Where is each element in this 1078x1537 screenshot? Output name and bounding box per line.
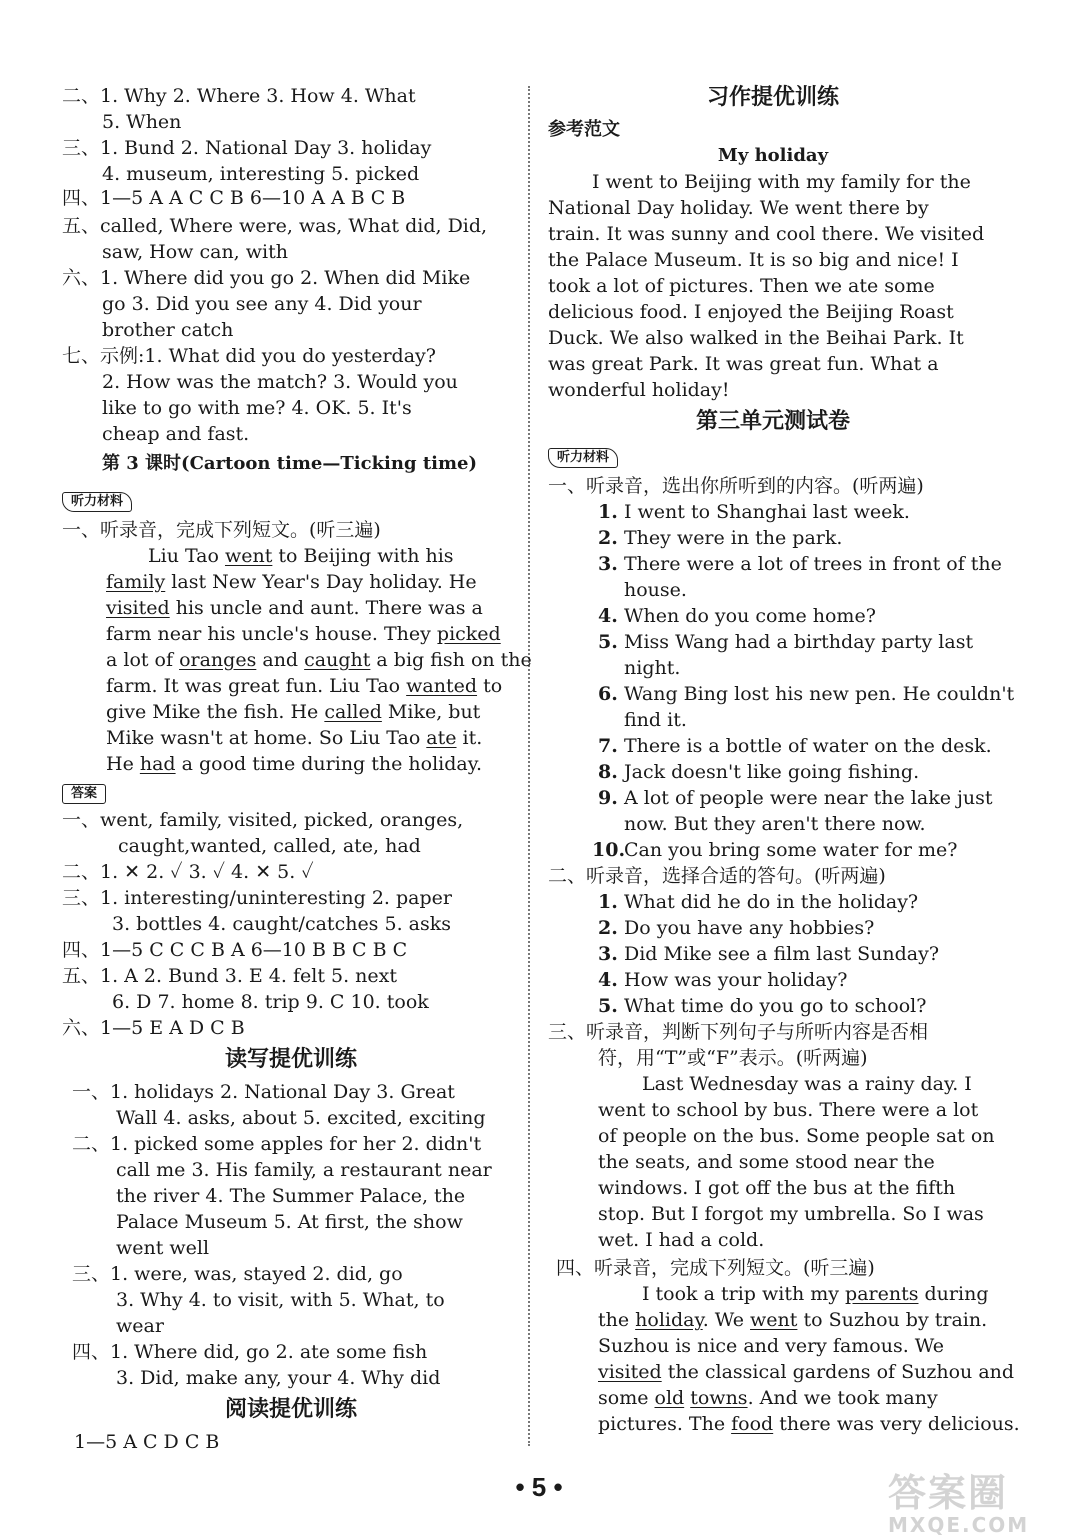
answer-line: 3. Why 4. to visit, with 5. What, to	[116, 1289, 445, 1311]
text-run: farm. It was great fun. Liu Tao	[106, 675, 407, 697]
text-run: the classical gardens of Suzhou and	[661, 1361, 1015, 1383]
answer-line: 五、1. A 2. Bund 3. E 4. felt 5. next	[62, 965, 398, 987]
filled-blank: food	[731, 1413, 774, 1435]
item-text: How was your holiday?	[624, 969, 848, 991]
passage-line	[642, 1282, 988, 1306]
passage-line	[106, 596, 483, 620]
watermark-logo	[888, 1462, 1064, 1537]
item-number: 2.	[598, 917, 618, 939]
answer-line: 四、1—5 C C C B A 6—10 B B C B C	[62, 939, 408, 961]
filled-blank: old	[654, 1387, 685, 1409]
item-text: night.	[624, 657, 681, 679]
text-run: He	[106, 753, 140, 775]
item-text: They were in the park.	[624, 527, 843, 549]
writing-title: 习作提优训练	[706, 85, 839, 110]
essay-line: was great Park. It was great fun. What a	[548, 353, 939, 375]
text-run: and	[256, 649, 305, 671]
item-text: What time do you go to school?	[624, 995, 927, 1017]
item-number: 5.	[598, 995, 618, 1017]
essay-line: train. It was sunny and cool there. We visited	[548, 223, 985, 245]
passage-line	[106, 648, 532, 672]
reading-answers: 1—5 A C D C B	[74, 1431, 220, 1453]
essay-line: took a lot of pictures. Then we ate some	[548, 275, 935, 297]
item-text: A lot of people were near the lake just	[624, 787, 993, 809]
item-text: house.	[624, 579, 687, 601]
item-number: 1.	[598, 891, 618, 913]
answer-tag: 答案	[62, 784, 106, 804]
item-number: 7.	[598, 735, 618, 757]
item-text: There were a lot of trees in front of the	[624, 553, 1002, 575]
passage-line	[598, 1386, 938, 1410]
passage-line	[106, 570, 477, 594]
answer-line: 六、1. Where did you go 2. When did Mike	[62, 267, 471, 289]
text-run: last New Year's Day holiday. He	[165, 571, 477, 593]
passage-line	[598, 1360, 1014, 1384]
listening-material-tag: 听力材料	[62, 492, 132, 512]
essay-title: My holiday	[717, 145, 829, 166]
answer-line: like to go with me? 4. OK. 5. It's	[102, 397, 412, 419]
answer-line: 五、called, Where were, was, What did, Did,	[62, 215, 488, 237]
essay-line: wonderful holiday!	[548, 379, 730, 401]
item-number: 1.	[598, 501, 618, 523]
answer-line: go 3. Did you see any 4. Did your	[102, 293, 422, 315]
answer-line: Palace Museum 5. At first, the show	[116, 1211, 463, 1233]
page-number: • 5 •	[515, 1472, 563, 1502]
answer-line: 4. museum, interesting 5. picked	[102, 163, 420, 185]
filled-blank: went	[750, 1309, 798, 1331]
column-divider	[528, 86, 530, 1446]
listening-material-tag-2: 听力材料	[548, 448, 618, 468]
item-number: 6.	[598, 683, 618, 705]
filled-blank: went	[224, 545, 273, 567]
item-number: 3.	[598, 943, 618, 965]
filled-blank: visited	[106, 597, 170, 619]
passage-line	[106, 752, 482, 776]
passage-line	[106, 622, 501, 646]
text-run: there was very delicious.	[773, 1413, 1020, 1435]
text-run: Suzhou is nice and very famous. We	[598, 1335, 945, 1357]
filled-blank: called	[324, 701, 382, 723]
item-number: 10.	[592, 839, 626, 861]
unit-test-title: 第三单元测试卷	[695, 409, 850, 434]
text-run: during	[918, 1283, 989, 1305]
passage-line: windows. I got off the bus at the fifth	[598, 1177, 956, 1199]
answer-line: 2. How was the match? 3. Would you	[102, 371, 458, 393]
text-run: a lot of	[106, 649, 180, 671]
text-run: the	[598, 1309, 636, 1331]
passage-line	[598, 1334, 944, 1358]
item-text: Miss Wang had a birthday party last	[624, 631, 974, 653]
filled-blank: family	[106, 571, 166, 593]
item-text: Do you have any hobbies?	[624, 917, 875, 939]
text-run: to Beijing with his	[272, 545, 454, 567]
answer-line: 一、1. holidays 2. National Day 3. Great	[72, 1081, 455, 1103]
item-number: 9.	[598, 787, 618, 809]
passage-line: went to school by bus. There were a lot	[598, 1099, 979, 1121]
answer-line: 四、1. Where did, go 2. ate some fish	[72, 1341, 428, 1363]
answer-line: 3. bottles 4. caught/catches 5. asks	[112, 913, 451, 935]
answer-line: 二、1. ✕ 2. ✓ 3. ✓ 4. ✕ 5. ✓	[62, 861, 314, 883]
item-text: now. But they aren't there now.	[624, 813, 926, 835]
answer-line: saw, How can, with	[102, 241, 288, 263]
passage-line	[598, 1412, 1020, 1436]
filled-blank: picked	[436, 623, 501, 645]
item-text: I went to Shanghai last week.	[624, 501, 910, 523]
essay-line: delicious food. I enjoyed the Beijing Roast	[548, 301, 954, 323]
text-run: his uncle and aunt. There was a	[169, 597, 483, 619]
text-run: a good time during the holiday.	[175, 753, 482, 775]
passage-line	[106, 700, 480, 724]
answer-line: went well	[116, 1237, 210, 1259]
text-run: some	[598, 1387, 655, 1409]
item-number: 3.	[598, 553, 618, 575]
answer-line: Wall 4. asks, about 5. excited, exciting	[116, 1107, 486, 1129]
filled-blank: wanted	[406, 675, 478, 697]
answer-line: 三、1. were, was, stayed 2. did, go	[72, 1263, 403, 1285]
reference-essay-label: 参考范文	[548, 119, 620, 140]
item-text: Wang Bing lost his new pen. He couldn't	[624, 683, 1015, 705]
essay-line: National Day holiday. We went there by	[548, 197, 929, 219]
item-text: Can you bring some water for me?	[624, 839, 958, 861]
text-run: pictures. The	[598, 1413, 732, 1435]
answer-line: cheap and fast.	[102, 423, 250, 445]
text-run: . And we took many	[747, 1387, 938, 1409]
lesson3-title: 第 3 课时(Cartoon time—Ticking time)	[102, 453, 477, 474]
passage-line	[106, 674, 502, 698]
filled-blank: parents	[845, 1283, 919, 1305]
passage-line	[148, 544, 454, 568]
text-run: give Mike the fish. He	[106, 701, 325, 723]
passage-line	[598, 1308, 987, 1332]
answer-line: 三、1. Bund 2. National Day 3. holiday	[62, 137, 432, 159]
test-question-3a: 三、听录音，判断下列句子与所听内容是否相	[548, 1021, 929, 1043]
item-text: What did he do in the holiday?	[624, 891, 919, 913]
filled-blank: had	[139, 753, 176, 775]
answer-line: 3. Did, make any, your 4. Why did	[116, 1367, 441, 1389]
answer-line: 四、1—5 A A C C B 6—10 A A B C B	[62, 187, 406, 209]
test-question-1: 一、听录音，选出你所听到的内容。(听两遍)	[548, 475, 924, 497]
item-number: 4.	[598, 605, 618, 627]
text-run: to	[477, 675, 503, 697]
answer-line: 6. D 7. home 8. trip 9. C 10. took	[112, 991, 429, 1013]
passage-line: Last Wednesday was a rainy day. I	[642, 1073, 972, 1095]
item-text: When do you come home?	[624, 605, 876, 627]
text-run: Liu Tao	[148, 545, 225, 567]
item-number: 2.	[598, 527, 618, 549]
listening-question-1: 一、听录音，完成下列短文。(听三遍)	[62, 519, 381, 541]
text-run: . We	[702, 1309, 751, 1331]
item-text: Jack doesn't like going fishing.	[624, 761, 920, 783]
watermark-bottom: MXQE.COM	[888, 1513, 1030, 1537]
text-run: it.	[456, 727, 483, 749]
reading-writing-title: 读写提优训练	[224, 1047, 357, 1072]
item-text: Did Mike see a film last Sunday?	[624, 943, 940, 965]
filled-blank: caught	[304, 649, 371, 671]
passage-line: the seats, and some stood near the	[598, 1151, 935, 1173]
answer-line: 二、1. Why 2. Where 3. How 4. What	[62, 85, 416, 107]
answer-line: 5. When	[102, 111, 182, 133]
filled-blank: ate	[426, 727, 457, 749]
answer-line: wear	[116, 1315, 164, 1337]
answer-line: 三、1. interesting/uninteresting 2. paper	[62, 887, 452, 909]
test-question-4: 四、听录音，完成下列短文。(听三遍)	[556, 1257, 875, 1279]
passage-line: stop. But I forgot my umbrella. So I was	[598, 1203, 984, 1225]
filled-blank: holiday	[635, 1309, 703, 1331]
reading-title: 阅读提优训练	[224, 1397, 357, 1422]
filled-blank: towns	[690, 1387, 748, 1409]
item-number: 4.	[598, 969, 618, 991]
test-question-3b: 符，用“T”或“F”表示。(听两遍)	[598, 1047, 868, 1069]
answer-line: caught,wanted, called, ate, had	[118, 835, 421, 857]
passage-line	[106, 726, 482, 750]
passage-line: wet. I had a cold.	[598, 1229, 765, 1251]
item-text: There is a bottle of water on the desk.	[624, 735, 992, 757]
essay-line: I went to Beijing with my family for the	[592, 171, 971, 193]
answer-line: 二、1. picked some apples for her 2. didn't	[72, 1133, 482, 1155]
passage-line: of people on the bus. Some people sat on	[598, 1125, 995, 1147]
answer-line: 七、示例:1. What did you do yesterday?	[62, 345, 436, 367]
answer-line: 一、went, family, visited, picked, oranges,	[62, 809, 464, 831]
item-text: find it.	[624, 709, 687, 731]
test-question-2: 二、听录音，选择合适的答句。(听两遍)	[548, 865, 886, 887]
answer-line: 六、1—5 E A D C B	[62, 1017, 245, 1039]
filled-blank: visited	[598, 1361, 662, 1383]
text-run: a big fish on the	[370, 649, 532, 671]
text-run: to Suzhou by train.	[797, 1309, 988, 1331]
essay-line: the Palace Museum. It is so big and nice! I	[548, 249, 959, 271]
item-number: 5.	[598, 631, 618, 653]
essay-line: Duck. We also walked in the Beihai Park. It	[548, 327, 964, 349]
answer-line: brother catch	[102, 319, 234, 341]
text-run: farm near his uncle's house. They	[106, 623, 437, 645]
text-run: Mike, but	[381, 701, 481, 723]
text-run: Mike wasn't at home. So Liu Tao	[106, 727, 427, 749]
watermark-top: 答案圈	[888, 1471, 1009, 1515]
answer-line: call me 3. His family, a restaurant near	[116, 1159, 492, 1181]
text-run: I took a trip with my	[642, 1283, 846, 1305]
filled-blank: oranges	[179, 649, 257, 671]
answer-line: the river 4. The Summer Palace, the	[116, 1185, 466, 1207]
item-number: 8.	[598, 761, 618, 783]
